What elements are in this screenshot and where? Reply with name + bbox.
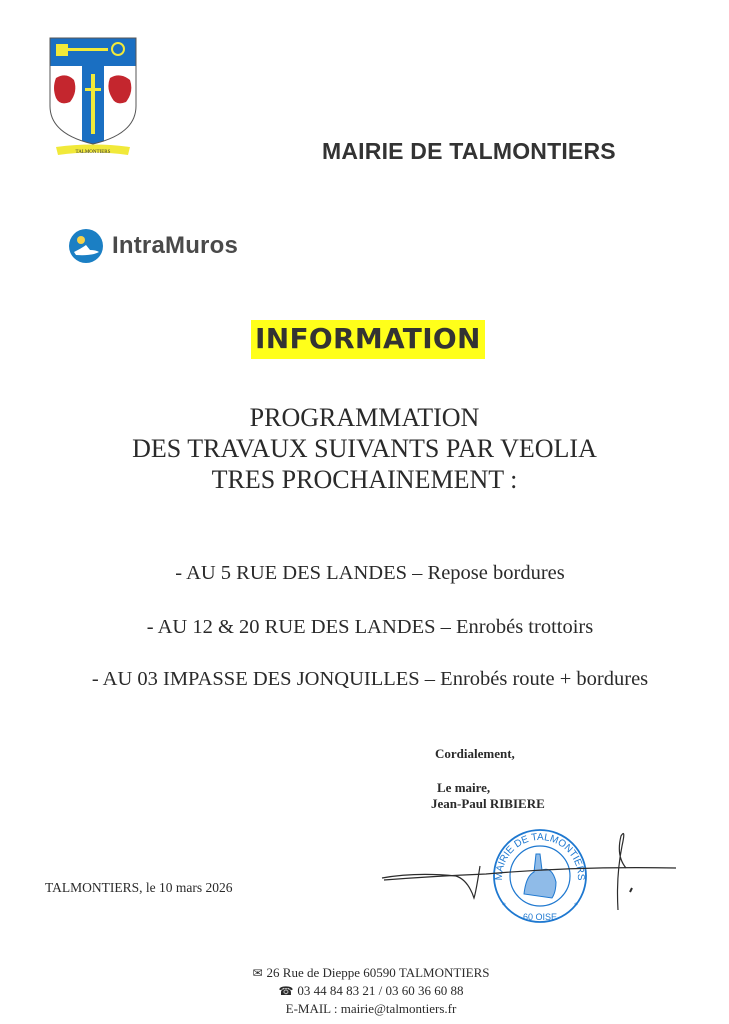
closing-greeting: Cordialement, [435, 746, 515, 761]
footer-email: E-MAIL : mairie@talmontiers.fr [285, 1001, 457, 1016]
place-and-date: TALMONTIERS, le 10 mars 2026 [45, 880, 233, 895]
intramuros-icon [68, 228, 104, 264]
headline-line: DES TRAVAUX SUIVANTS PAR VEOLIA [132, 434, 597, 463]
stamp-star-icon: * [502, 901, 506, 910]
footer-contact [0, 964, 729, 1017]
mayor-title: Le maire, [437, 780, 491, 795]
works-list-item: - AU 5 RUE DES LANDES – Repose bordures [175, 562, 565, 584]
headline-line: TRES PROCHAINEMENT : [211, 465, 518, 494]
page-title: MAIRIE DE TALMONTIERS [322, 138, 616, 164]
footer-phone-line [0, 982, 729, 1000]
footer-address: 26 Rue de Dieppe 60590 TALMONTIERS [266, 965, 490, 980]
stamp-bottom-text: 60 OISE [522, 912, 558, 922]
intramuros-brand-name: IntraMuros [112, 232, 239, 259]
works-list-item: - AU 12 & 20 RUE DES LANDES – Enrobés trottoirs [146, 616, 594, 638]
stamp-top-text: MAIRIE DE TALMONTIERS [493, 831, 587, 881]
information-badge: INFORMATION [251, 320, 485, 359]
crest-ribbon-label: TALMONTIERS [75, 150, 111, 155]
official-stamp [494, 830, 586, 922]
stamp-star-icon: * [574, 901, 578, 910]
intramuros-logo [68, 228, 238, 264]
signature-and-stamp [376, 826, 686, 926]
footer-address-line [0, 964, 729, 982]
envelope-icon: ✉ [252, 966, 263, 980]
works-list-item: - AU 03 IMPASSE DES JONQUILLES – Enrobés route + bordures [91, 668, 649, 690]
headline-line: PROGRAMMATION [249, 403, 480, 432]
coat-of-arms-logo [48, 36, 138, 158]
headline [0, 402, 729, 495]
telephone-icon: ☎ [278, 984, 294, 998]
footer-phone: 03 44 84 83 21 / 03 60 36 60 88 [297, 983, 464, 998]
mayor-signature [382, 831, 676, 910]
mayor-name: Jean-Paul RIBIERE [431, 796, 545, 811]
